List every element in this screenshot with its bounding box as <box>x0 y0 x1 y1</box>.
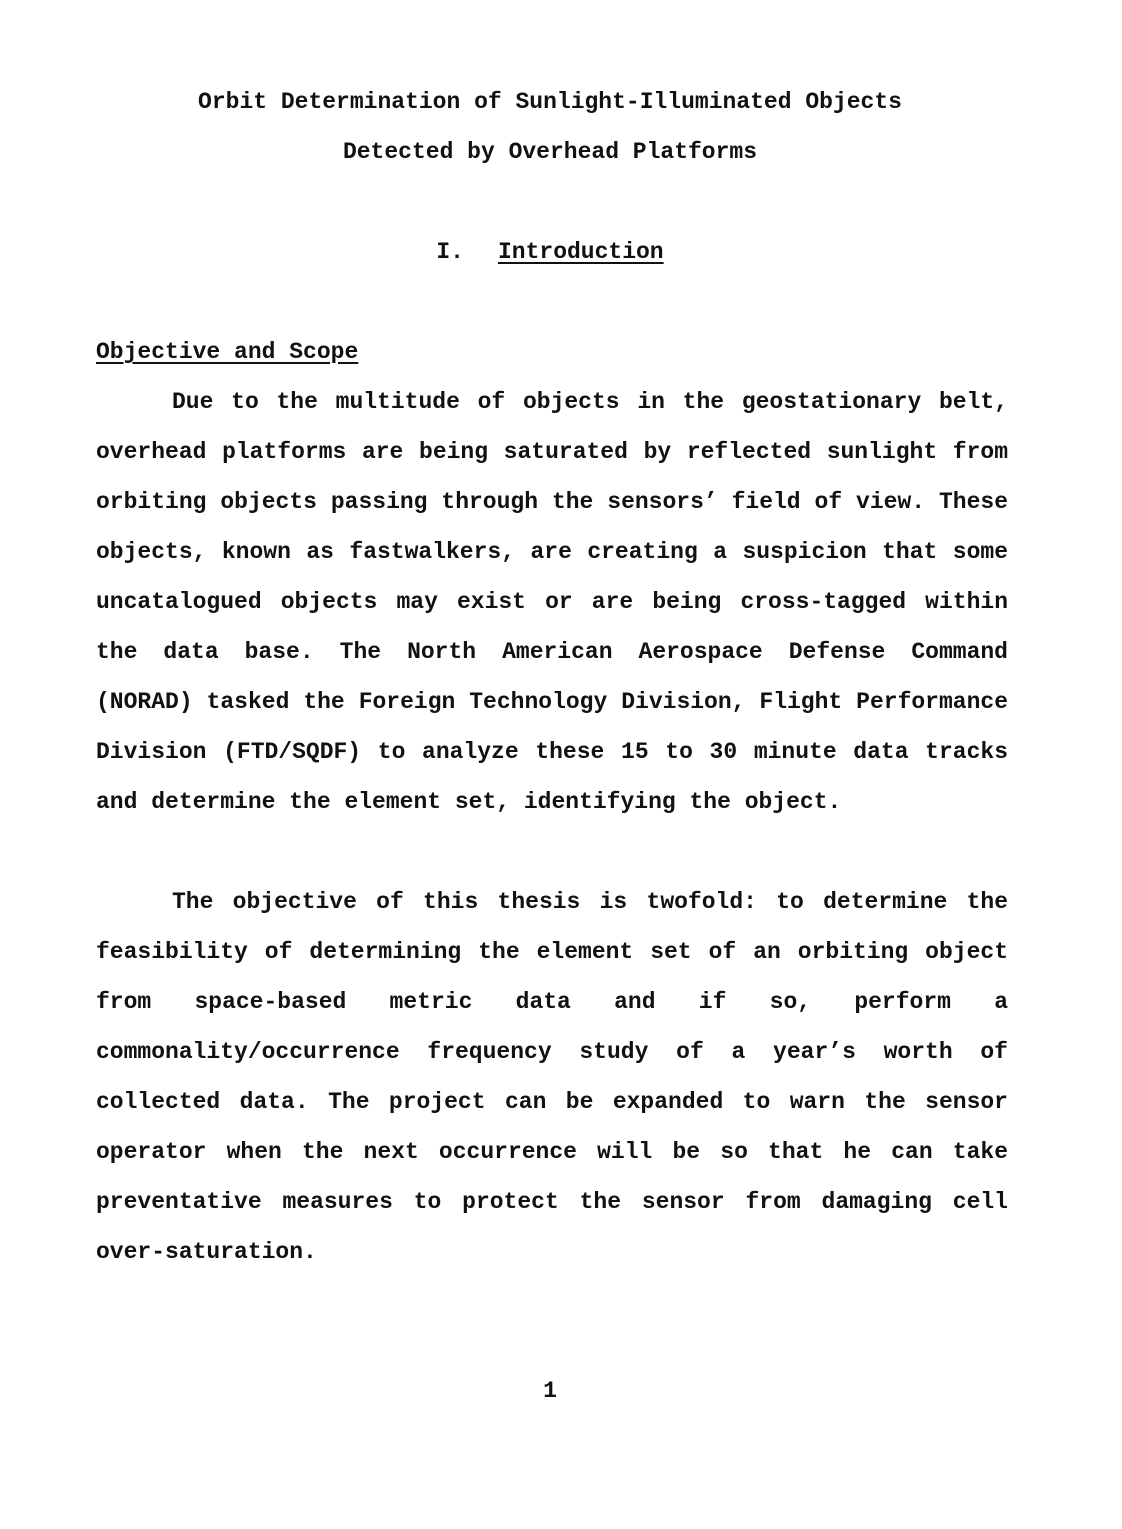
body-paragraph: Due to the multitude of objects in the geostationary belt, overhead platforms are being saturated by reflected sunlight from orbiting objects passing through the sensors’ field of view. These objects, known as fastwalkers, are creating a suspicion that some uncatalogued objects may exist or are being cross-tagged within the data base. The North American Aerospace Defense Command (NORAD) tasked the Foreign Technology Division, Flight Performance Division (FTD/SQDF) to analyze these 15 to 30 minute data tracks and determine the element set, identifying the object. <box>96 389 1008 815</box>
body-paragraph: The objective of this thesis is twofold: to determine the feasibility of determining the element set of an orbiting object from space-based metric data and if so, perform a commonality/occurrence frequency study of a year’s worth of collected data. The project can be expanded to warn the sensor operator when the next occurrence will be so that he can take preventative measures to protect the sensor from damaging cell over-saturation. <box>96 889 1008 1265</box>
subsection-heading: Objective and Scope <box>96 339 359 365</box>
section-title: Introduction <box>497 239 664 265</box>
section-heading <box>0 237 1100 267</box>
document-title-line-2: Detected by Overhead Platforms <box>342 139 758 165</box>
page-number: 1 <box>543 1378 557 1404</box>
section-number: I. <box>436 239 464 265</box>
document-title-line-1: Orbit Determination of Sunlight-Illuminated Objects <box>198 89 902 115</box>
